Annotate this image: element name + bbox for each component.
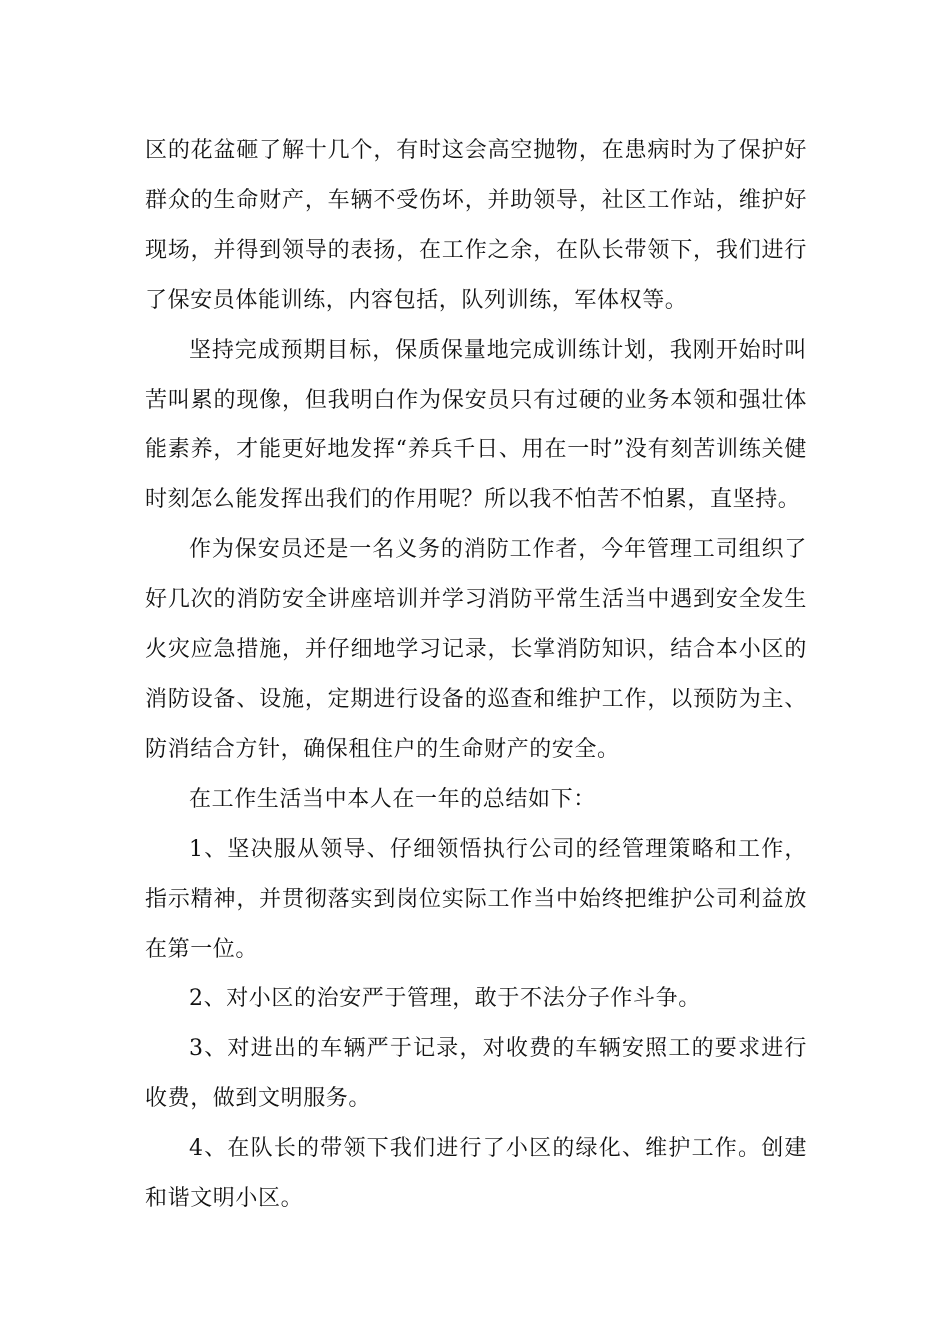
paragraph-summary-intro: 在工作生活当中本人在一年的总结如下： bbox=[189, 786, 596, 812]
paragraph-fire-safety: 作为保安员还是一名义务的消防工作者，今年管理工司组织了好几次的消防安全讲座培训并学习消防平常生活当中遇到安全发生火灾应急措施，并仔细地学习记录，长掌消防知识，结合本小区的消防设备、设施，定期进行设备的巡查和维护工作，以预防为主、防消结合方针，确保租住户的生命财产的安全。 bbox=[145, 537, 807, 762]
paragraph-continuation: 区的花盆砸了解十几个，有时这会高空抛物，在患病时为了保护好群众的生命财产，车辆不受伤坏，并助领导，社区工作站，维护好现场，并得到领导的表扬，在工作之余，在队长带领下，我们进行了保安员体能训练，内容包括，队列训练，军体权等。 bbox=[145, 138, 807, 313]
paragraph-training: 坚持完成预期目标，保质保量地完成训练计划，我刚开始时叫苦叫累的现像，但我明白作为保安员只有过硬的业务本领和强壮体能素养，才能更好地发挥“养兵千日、用在一时”没有刻苦训练关健时刻怎么能发挥出我们的作用呢？所以我不怕苦不怕累，直坚持。 bbox=[145, 337, 807, 513]
list-item-1: 1、坚决服从领导、仔细领悟执行公司的经管理策略和工作，指示精神，并贯彻落实到岗位实际工作当中始终把维护公司利益放在第一位。 bbox=[145, 836, 807, 962]
list-item-2: 2、对小区的治安严于管理，敢于不法分子作斗争。 bbox=[189, 986, 701, 1012]
list-item-3: 3、对进出的车辆严于记录，对收费的车辆安照工的要求进行收费，做到文明服务。 bbox=[145, 1036, 807, 1112]
list-item-4: 4、在队长的带领下我们进行了小区的绿化、维护工作。创建和谐文明小区。 bbox=[145, 1136, 807, 1212]
document-body bbox=[145, 126, 807, 1224]
